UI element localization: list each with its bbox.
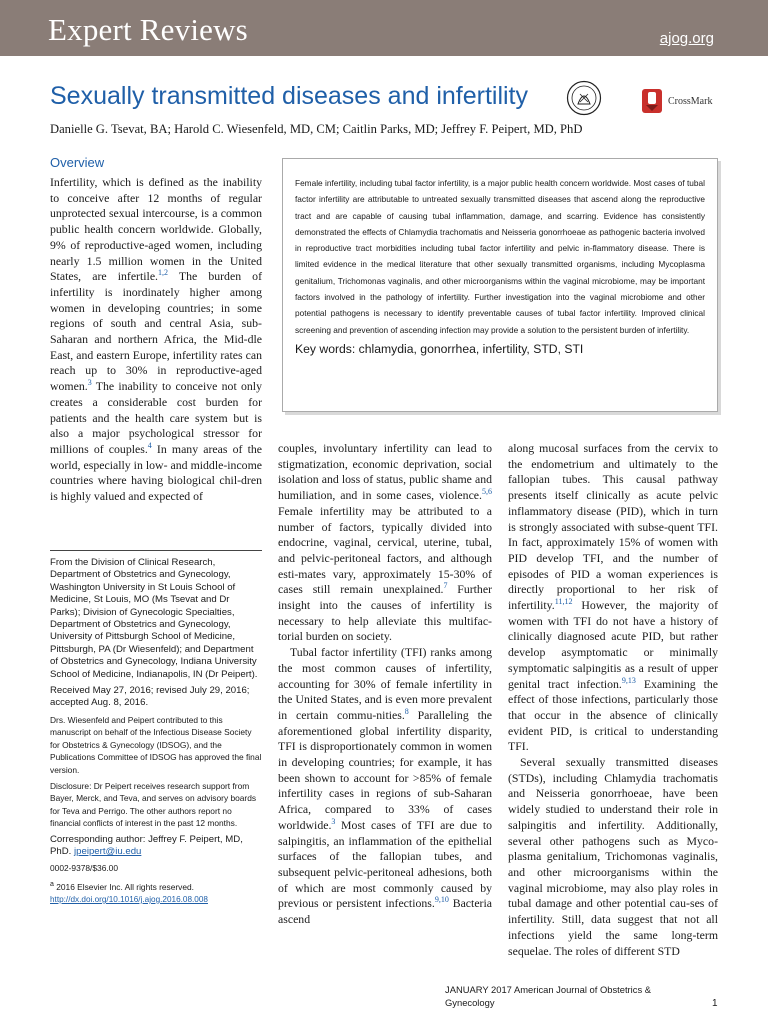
- body-column-3: [508, 441, 718, 959]
- affiliation-block: [50, 557, 262, 910]
- crossmark-label: CrossMark: [668, 95, 713, 107]
- text-span: The burden of infertility is inordinately higher among women in developing countries; in some regions of south and central Asia, sub-Saharan and northern Africa, the Mid-dle East, and eastern Europe, infertility rates can reach up to 30% in reproductive-aged women.: [50, 269, 263, 394]
- text-span: Further insight into the causes of infertility is necessary to help alleviate this multifac-torial burden on society.: [278, 582, 492, 644]
- paragraph: [278, 645, 492, 928]
- text-span: couples, involuntary infertility can lead to stigmatization, economic deprivation, social isolation and loss of status, public shame and humiliation, and in some cases, violence.: [278, 441, 492, 503]
- body-column-2: [278, 441, 492, 928]
- text-span: Tubal factor infertility (TFI) ranks among the most common causes of infertility, accounting for 30% of female infertility in the United States, and is even more prevalent in certain commu-nities.: [278, 645, 492, 722]
- disclosure-note: Disclosure: Dr Peipert receives research support from Bayer, Merck, and Teva, and serves on advisory boards for Teva and Perrigo. The other authors report no financial conflicts of interest in the past 12 months.: [50, 780, 257, 829]
- text-span: Paralleling the aforementioned global infertility disparity, TFI is disproportionately common in women in developing countries; for example, it has been shown to account for >85% of female infertility cases in regions of sub-Saharan Africa, compared to 33% of cases worldwide.: [278, 707, 492, 832]
- contribution-note: Drs. Wiesenfeld and Peipert contributed to this manuscript on behalf of the Infectious Disease Society for Obstetrics & Gynecology (IDSOG), and the Publications Committee of IDSOG has approved the final version.: [50, 714, 262, 775]
- paragraph: Several sexually transmitted diseases (STDs), including Chlamydia trachomatis and Neisseria gonorrhoeae, have been widely studied to understand their role in salpingitis and infertility. Additionally, several other pathogens such as Myco-plasma genitalium, Trichomonas vaginalis, and other microorganisms within the vaginal microbiome, may also play roles in tubal damage and other potential cau-ses of infertility. Still, data suggest that not all infections yield the same long-term sequelae. The roles of different STD: [508, 755, 718, 958]
- paragraph: [508, 441, 718, 755]
- doi-link[interactable]: http://dx.doi.org/10.1016/j.ajog.2016.08.008: [50, 894, 208, 904]
- text-span: Examining the effect of those infections, particularly those that occur in the absence of clinically evident PID, is critical to understanding TFI.: [508, 676, 718, 754]
- citation-link[interactable]: 3: [87, 378, 92, 388]
- affiliation-text: From the Division of Clinical Research, Department of Obstetrics and Gynecology, Washington University in St Louis School of Medicine, St Louis, MO (Ms Tsevat and Dr Parks); Division of Gynecologic Specialties, Department of Obstetrics and Gynecology, University of Pittsburgh School of Medicine, Pittsburgh, PA (Dr Wiesenfeld); and Department of Obstetrics and Gynecology, Indiana University School of Medicine, Indianapolis, IN (Dr Peipert).: [50, 557, 258, 680]
- affiliation-divider: [50, 550, 262, 551]
- text-span: along mucosal surfaces from the cervix to the endometrium and ultimately to the fallopian tubes. This causal pathway presents itself clinically as acute pelvic inflammatory disease (PID), which in turn is strongly associated with subse-quent TFI. In fact, approximately 15% of women with PID develop TFI, and the number of episodes of PID a woman experiences is directly proportional to her risk of infertility.: [508, 441, 718, 613]
- email-link[interactable]: jpeipert@iu.edu: [74, 845, 142, 857]
- citation-link[interactable]: 8: [404, 707, 409, 717]
- author-list: Danielle G. Tsevat, BA; Harold C. Wiesenfeld, MD, CM; Caitlin Parks, MD; Jeffrey F. Peipert, MD, PhD: [50, 122, 583, 136]
- copyright: [50, 879, 262, 907]
- text-span: In many areas of the world, especially in low- and middle-income countries where having biological chil-dren is highly valued and expected of: [50, 441, 263, 504]
- text-span: Female infertility may be attributed to a number of factors, typically divided into endocrine, vaginal, cervical, uterine, tubal, and pelvic-peritoneal factors, and although esti-mates vary, approximately 15-30% of cases still remain unexplained.: [278, 503, 492, 597]
- citation-link[interactable]: 3: [331, 816, 336, 826]
- text-span: However, the majority of women with TFI do not have a history of clinically diagnosed acute PID, but rather develop asymptomatic or minimally symptomatic salpingitis as a result of upper genital tract infection.: [508, 598, 718, 691]
- abstract-box: [282, 158, 718, 412]
- citation-link[interactable]: 7: [443, 581, 448, 591]
- paragraph: [278, 441, 492, 645]
- crossmark-icon: [640, 87, 664, 115]
- text-span: Infertility, which is defined as the inability to conceive after 12 months of regular unprotected sexual intercourse, is a common public health concern worldwide. Globally, 9% of reproductive-aged women, including nearly 1.5 million women in the United States, are infertile.: [50, 175, 262, 284]
- journal-site-link[interactable]: ajog.org: [659, 30, 714, 47]
- article-title: Sexually transmitted diseases and infertility: [50, 82, 529, 110]
- citation-link[interactable]: 1,2: [158, 268, 169, 278]
- citation-link[interactable]: 11,12: [554, 597, 573, 607]
- corresponding-author: [50, 834, 262, 859]
- copyright-text: 2016 Elsevier Inc. All rights reserved.: [53, 881, 195, 892]
- page-number: 1: [712, 998, 718, 1009]
- issn: 0002-9378/$36.00: [50, 863, 118, 874]
- received-dates: Received May 27, 2016; revised July 29, 2016; accepted Aug. 8, 2016.: [50, 685, 250, 709]
- text-span: The inability to conceive not only creates a considerable cost burden for patients and the health care system but is also a major psychological stressor for millions of couples.: [50, 379, 262, 456]
- text-span: Bacteria ascend: [278, 896, 492, 927]
- citation-link[interactable]: 9,13: [621, 675, 636, 685]
- copyright-mark: a: [50, 880, 54, 888]
- citation-link[interactable]: 9,10: [434, 895, 449, 905]
- body-column-1: [50, 175, 262, 505]
- text-span: Most cases of TFI are due to salpingitis, an inflammation of the epithelial surfaces of the fallopian tubes, and subsequent pelvic-peritoneal adhesions, both of which are most commonly caused by previous or persistent infections.: [278, 817, 492, 911]
- abstract-text: Female infertility, including tubal factor infertility, is a major public health concern worldwide. Most cases of tubal factor infertility are attributable to untreated sexually transmitted diseases that ascend along the reproductive tract and are capable of causing tubal inflammation, damage, and scarring. Evidence has consistently demonstrated the effects of Chlamydia trachomatis and Neisseria gonorrhoeae as pathogenic bacteria involved in reproductive tract morbidities including tubal factor infertility and pelvic in-flammatory disease. There is limited evidence in the medical literature that other sexually transmitted organisms, including Mycoplasma genitalium, Trichomonas vaginalis, and other microorganisms within the vaginal microbiome, may be important factors involved in the pathology of infertility. Further investigation into the vaginal microbiome and other potential pathogens is necessary to identify preventable causes of tubal factor infertility. Improved clinical screening and prevention of ascending infection may provide a solution to the persistent burden of infertility.: [295, 178, 705, 335]
- citation-link[interactable]: 5,6: [482, 487, 492, 497]
- citation-link[interactable]: 4: [147, 441, 152, 451]
- corresponding-label: Corresponding author: Jeffrey F. Peipert, MD, PhD.: [50, 833, 243, 857]
- society-seal-icon: [566, 80, 602, 116]
- crossmark-badge[interactable]: [640, 86, 730, 116]
- keywords: Key words: chlamydia, gonorrhea, infertility, STD, STI: [295, 341, 584, 356]
- journal-header-bar: [0, 0, 768, 56]
- paragraph: [50, 175, 262, 505]
- section-brand: Expert Reviews: [48, 12, 248, 47]
- journal-footer: JANUARY 2017 American Journal of Obstetrics & Gynecology: [445, 984, 651, 1008]
- overview-heading: Overview: [50, 155, 105, 170]
